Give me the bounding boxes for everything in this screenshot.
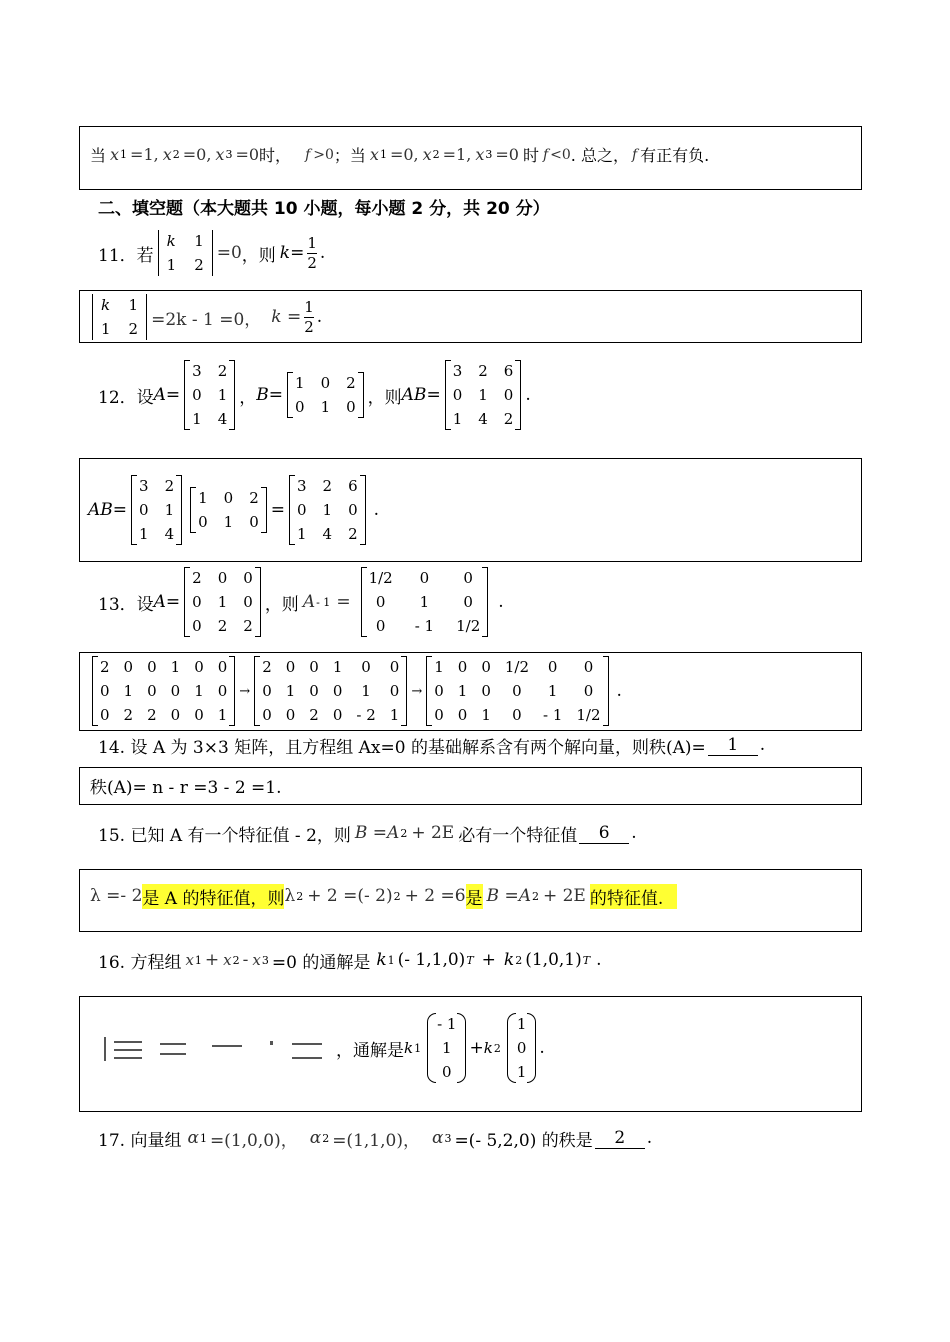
matrix-AB: 3 2 6 0 1 0 1 4 2 <box>445 360 522 430</box>
solution-11-text: k 1 1 2 =2k - 1 =0， k = $\frac{1}{2}$ . <box>88 293 322 341</box>
question-15: 15. 已知 A 有一个特征值 - 2，则 B =A 2 + 2E 必有一个特征值 6 . <box>98 822 637 846</box>
section-heading: 二、填空题（本大题共 10 小题，每小题 2 分，共 20 分） <box>98 199 550 219</box>
fraction: $\frac{1}{2}$ <box>307 233 317 272</box>
solution-10-text: 当 x 1 =1, x 2 =0, x 3 =0 时， f >0 ；当 x 1 =0, x 2 =1, x 3 =0 时 f <0 . 总之， f 有正有负. <box>90 145 710 165</box>
garbled-equation-image <box>100 1031 330 1065</box>
determinant: k 1 1 2 <box>158 230 213 276</box>
solution-13-text: 2 0 0 1 0 0 0 1 0 0 1 0 0 2 2 0 0 1 → 2 0 0 1 0 0 0 1 0 0 1 0 0 0 2 0 - 2 1 → 1 0 0 1/2 0 0 0 1 0 0 1 0 0 0 1 0 - 1 1/2 . <box>88 654 622 728</box>
matrix-A: 3 2 0 1 1 4 <box>184 360 235 430</box>
question-12: 12． 设 A = 3 2 0 1 1 4 ， B = 1 0 2 0 1 0 ，则 AB = 3 2 6 0 1 0 1 4 2 . <box>98 362 531 428</box>
solution-15-text: λ =- 2 是 A 的特征值，则 λ 2 + 2 =(- 2) 2 + 2 =6 是 B =A 2 + 2E 的特征值. <box>90 881 677 911</box>
question-17: 17. 向量组 α 1 =(1,0,0)， α 2 =(1,1,0)， α 3 =(- 5,2,0) 的秩是 2 . <box>98 1127 653 1151</box>
question-11: 11． 若 k 1 1 2 =0 ，则 k = $\frac{1}{2}$ . <box>98 232 326 274</box>
matrix-B: 1 0 2 0 1 0 <box>287 372 364 418</box>
answer-blank: 2 <box>595 1128 645 1149</box>
question-14: 14. 设 A 为 3×3 矩阵，且方程组 Ax=0 的基础解系含有两个解向量，则秩(A)= 1 . <box>98 734 766 758</box>
solution-16-text: ，通解是 k 1 - 1 1 0 + k 2 1 0 1 . <box>100 1008 545 1088</box>
answer-blank: 1 <box>708 735 758 756</box>
answer-blank: 6 <box>579 823 629 844</box>
question-13: 13． 设 A = 2 0 0 0 1 0 0 2 2 ，则 A - 1 = 1/2 0 0 0 1 0 0 - 1 1/2 . <box>98 569 504 635</box>
solution-14-text: 秩(A)= n - r =3 - 2 =1. <box>90 777 282 798</box>
solution-12-text: AB= 3 2 0 1 1 4 1 0 2 0 1 0 = 3 2 6 0 1 0 1 4 2 . <box>88 477 380 543</box>
question-16: 16. 方程组 x 1 + x 2 - x 3 =0 的通解是 k 1 (- 1,1,0) T + k 2 (1,0,1) T . <box>98 950 602 973</box>
